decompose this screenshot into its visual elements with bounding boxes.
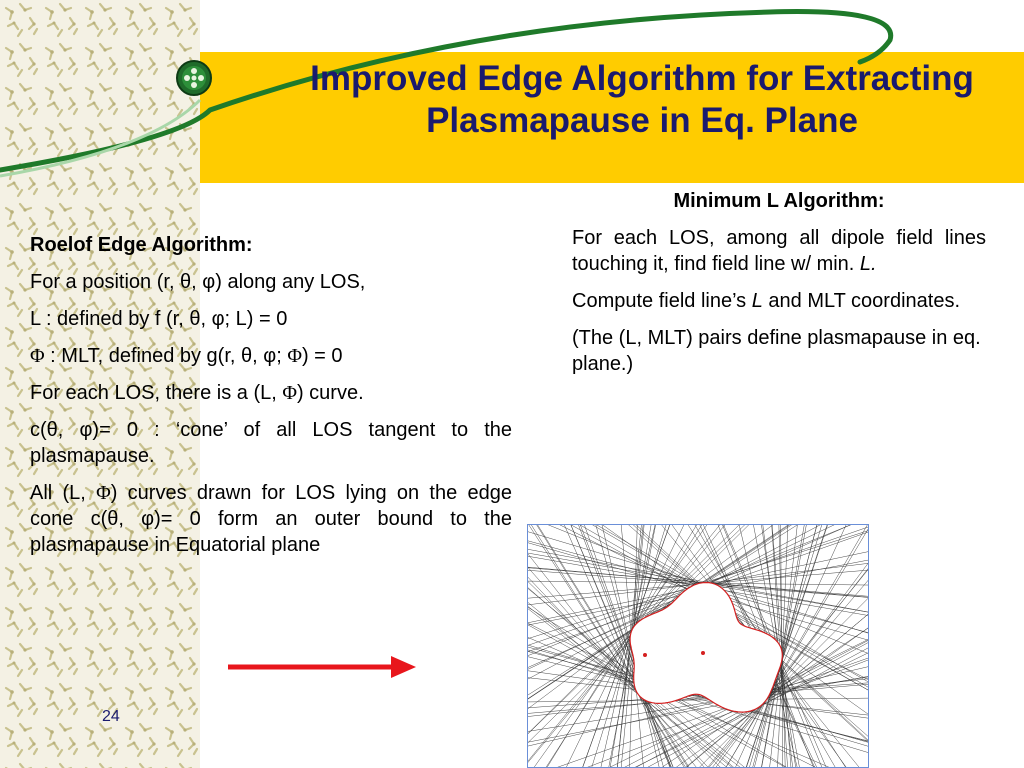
compute-end: and MLT coordinates.	[762, 290, 961, 312]
mlt-text: : MLT, defined by g(r, θ, φ;	[44, 345, 288, 367]
curve-text: For each LOS, there is a (L,	[30, 382, 283, 404]
curve-line	[30, 380, 512, 406]
min-l-text: For each LOS, among all dipole field lines touching it, find field line w/ min.	[572, 227, 986, 275]
phi-symbol: Φ	[282, 382, 297, 404]
los-position-line: For a position (r, θ, φ) along any LOS,	[30, 271, 366, 293]
min-l-paragraph-1	[572, 225, 986, 277]
green-globe-bullet-icon	[174, 58, 214, 98]
left-column	[30, 232, 512, 569]
outer-bound-paragraph	[30, 480, 512, 558]
plasmapause-figure	[527, 524, 869, 768]
curve-end: ) curve.	[296, 382, 364, 404]
title-line-2: Plasmapause in Eq. Plane	[426, 101, 858, 140]
mlt-end: ) = 0	[301, 345, 343, 367]
page-number: 24	[102, 708, 120, 725]
outer-bound-start: All (L,	[30, 482, 97, 504]
slide-title	[222, 58, 1024, 142]
plot-dot	[701, 651, 705, 655]
plasmapause-plot	[528, 525, 868, 767]
cone-paragraph: c(θ, φ)= 0 : ‘cone’ of all LOS tangent to the plasmapause.	[30, 419, 512, 467]
los-line	[528, 695, 868, 704]
red-right-arrow-icon	[226, 652, 418, 682]
mlt-definition-line	[30, 343, 512, 369]
plot-dot	[643, 653, 647, 657]
roelof-heading: Roelof Edge Algorithm:	[30, 234, 253, 256]
min-l-paragraph-2	[572, 288, 986, 314]
phi-symbol: Φ	[30, 345, 45, 367]
min-l-paragraph-3: (The (L, MLT) pairs define plasmapause in eq. plane.)	[572, 327, 981, 375]
right-column	[572, 188, 986, 388]
phi-symbol: Φ	[287, 345, 302, 367]
compute-start: Compute field line’s	[572, 290, 752, 312]
phi-symbol: Φ	[96, 482, 111, 504]
title-line-1: Improved Edge Algorithm for Extracting	[310, 59, 974, 98]
minimum-l-heading: Minimum L Algorithm:	[673, 190, 885, 212]
l-definition-line: L : defined by f (r, θ, φ; L) = 0	[30, 308, 288, 330]
compute-italic-l: L	[751, 290, 763, 312]
min-l-italic: L.	[859, 253, 877, 275]
outer-bound-end: ) curves drawn for LOS lying on the edge cone c(θ, φ)= 0 form an outer bound to the plasmapause in Equatorial plane	[30, 482, 513, 556]
